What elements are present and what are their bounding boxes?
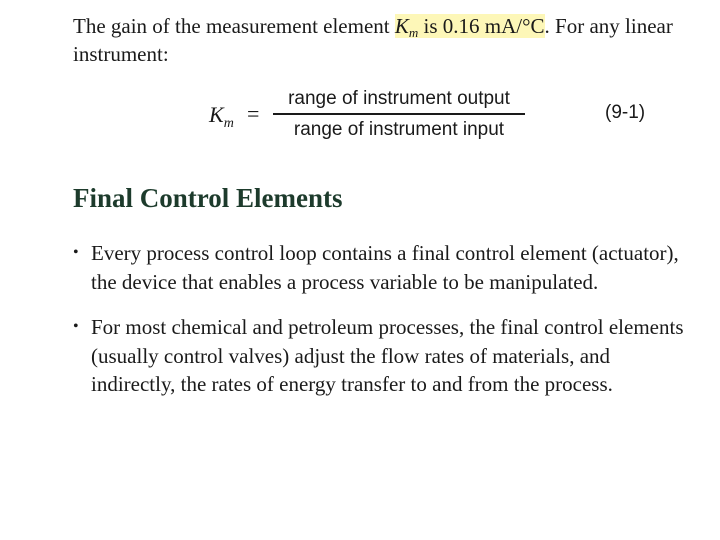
equation-fraction [273, 87, 525, 142]
bullet-text: Every process control loop contains a final control element (actuator), the device that enables a process variable to be manipulated. [91, 241, 679, 294]
gain-value-text: is 0.16 mA/°C [418, 14, 545, 38]
equation-9-1 [205, 87, 665, 147]
equation-denominator: range of instrument input [293, 118, 505, 140]
section-heading: Final Control Elements [73, 183, 343, 213]
bullet-list [73, 239, 693, 416]
intro-text-after: . For any linear instrument: [73, 14, 673, 66]
equation-equals-sign: = [247, 101, 260, 126]
bullet-marker: • [73, 318, 79, 335]
bullet-marker: • [73, 244, 79, 261]
bullet-text: For most chemical and petroleum processes, the final control elements (usually control valves) adjust the flow rates of materials, and indirectly, the rates of energy transfer to and from the process. [91, 315, 684, 396]
intro-text-before: The gain of the measurement element [73, 14, 395, 38]
k-subscript: m [408, 25, 419, 40]
equation-k-subscript: m [223, 116, 234, 131]
equation-lhs [209, 102, 234, 131]
fraction-bar [273, 113, 525, 115]
intro-paragraph [73, 12, 713, 68]
equation-k-symbol: K [209, 102, 224, 127]
equation-number: (9-1) [605, 102, 646, 123]
bullet-item [73, 313, 693, 399]
highlighted-gain-value [395, 14, 545, 38]
k-symbol: K [394, 14, 409, 38]
bullet-item [73, 239, 693, 296]
equation-numerator: range of instrument output [288, 88, 510, 109]
